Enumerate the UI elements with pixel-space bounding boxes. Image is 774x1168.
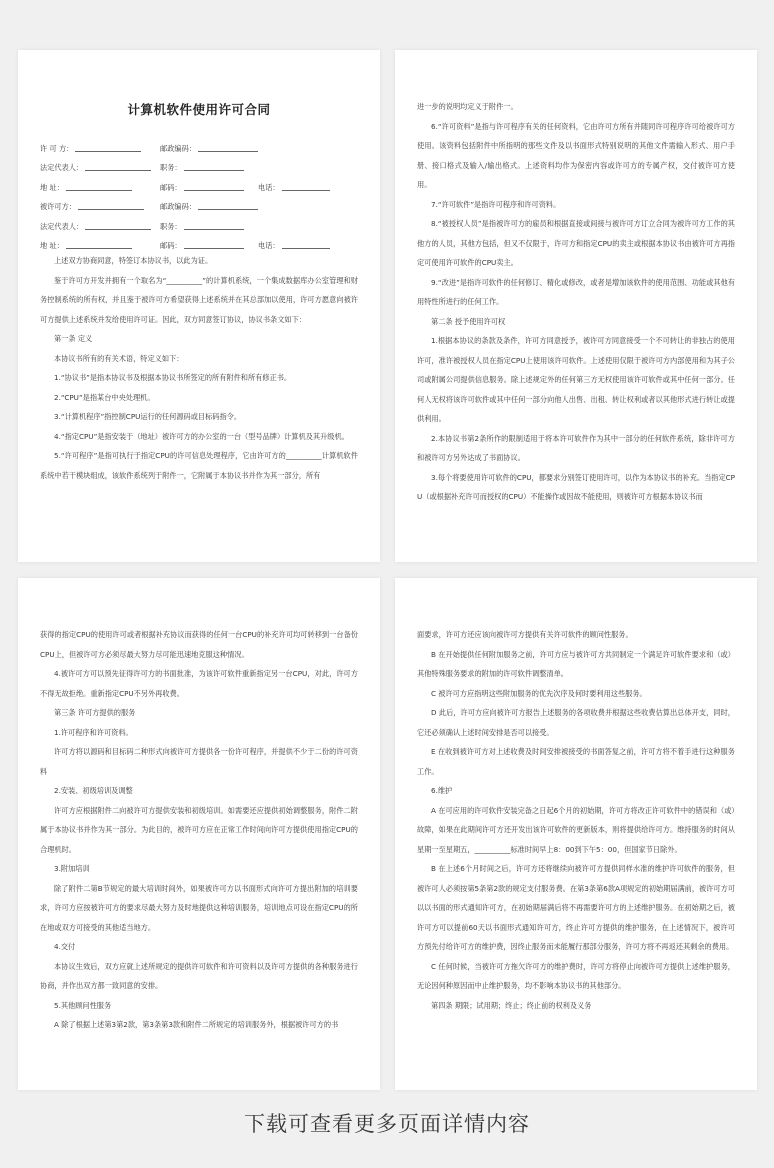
field-label: 许 可 方： <box>40 143 74 153</box>
field-label: 被许可方： <box>40 202 76 211</box>
fill-in-blank <box>78 208 144 210</box>
document-page-2 <box>395 50 757 562</box>
paragraph: 6.“许可资料”是指与许可程序有关的任何资料，它由许可方所有并随同许可程序许可给被许可方使用。该资料包括附件中所指明的那些文件及以书面形式特别说明的其他文件需输入形式、用户手册、接口格式及输入/输出格式。上述资料均作为保密内容或许可方的专属产权，交付被许可方使用。 <box>417 121 735 189</box>
party-info-row <box>40 212 358 232</box>
paragraph: 2.“CPU”是指某台中央处理机。 <box>54 392 155 402</box>
paragraph: 5.其他顾问性服务 <box>54 1000 112 1010</box>
field-label: 邮政编码： <box>160 202 196 211</box>
page-2-body <box>417 50 735 507</box>
paragraph: C 任何时候，当被许可方拖欠许可方的维护费时，许可方将停止向被许可方提供上述维护服务，无论因何种原因而中止维护服务，均不影响本协议书的其他部分。 <box>417 961 735 990</box>
paragraph: 本协议书所有的有关术语，特定义如下： <box>54 353 184 363</box>
field-label: 电话： <box>258 182 280 192</box>
paragraph: 许可方应根据附件二向被许可方提供安装和初级培训。如需要还应提供初始调整服务，附件二附属于本协议书并作为其一部分。为此目的，被许可方应在正常工作时间向许可方提供使用指定CPU的合理机时。 <box>40 805 358 854</box>
paragraph: 1.根据本协议的条款及条件，许可方同意授予，被许可方同意接受一个不可转让的非独占的使用许可，准许被授权人员在指定CPU上使用该许可软件。上述使用仅限于被许可方内部使用和为其子公司或附属公司提供信息服务。除上述规定外的任何第三方无权使用该许可软件或其中任何一部分。任何人无权将该许可软件或其中任何一部分向他人出售、出租、转让权利或者以其他形式进行转让或提供利用。 <box>417 336 735 423</box>
party-info-row <box>40 154 358 174</box>
paragraph: 3.附加培训 <box>54 864 90 873</box>
page-3-body <box>40 578 358 1035</box>
party-info-row <box>40 193 358 213</box>
fill-in-blank <box>66 247 132 249</box>
fill-in-blank <box>184 228 244 230</box>
paragraph: 获得的指定CPU的使用许可或者根据补充协议而获得的任何一台CPU的补充许可均可转移到一台备份CPU上，但被许可方必须尽最大努力尽可能迅速地克服这种情况。 <box>40 630 358 659</box>
field-label: 地 址： <box>40 182 64 192</box>
paragraph: 6.维护 <box>431 786 453 795</box>
paragraph: 进一步的说明均定义于附件一。 <box>417 102 518 111</box>
field-label: 地 址： <box>40 241 64 250</box>
page-1-body <box>40 251 358 485</box>
paragraph: 除了附件二第B节规定的最大培训时间外，如果被许可方以书面形式向许可方提出附加的培训要求，许可方应按被许可方的要求尽最大努力及时地提供这种培训服务，培训地点可设在指定CPU的所在地或双方可接受的其他适当地方。 <box>40 883 358 932</box>
party-info-row <box>40 232 358 252</box>
page-4-body <box>417 578 735 1015</box>
party-info-block <box>40 134 358 251</box>
contract-title: 计算机软件使用许可合同 <box>127 102 271 117</box>
fill-in-blank <box>85 228 151 230</box>
paragraph: 第一条 定义 <box>54 334 93 343</box>
paragraph: 3.每个将要使用许可软件的CPU，都要求分别签订使用许可，以作为本协议书的补充。当指定CPU（或根据补充许可而授权的CPU）不能操作或因故不能使用，则被许可方根据本协议书而 <box>417 472 735 501</box>
paragraph: 第二条 授予使用许可权 <box>431 316 506 326</box>
paragraph: 7.“许可软件”是指许可程序和许可资料。 <box>431 199 561 209</box>
document-page-4 <box>395 578 757 1090</box>
download-more-caption[interactable]: 下载可查看更多页面详情内容 <box>244 1112 530 1136</box>
fill-in-blank <box>66 189 132 191</box>
paragraph: 面要求，许可方还应该向被许可方提供有关许可软件的顾问性服务。 <box>417 630 633 639</box>
paragraph: 鉴于许可方开发并拥有一个取名为“__________”的计算机系统，一个集成数据库办公室管理和财务控制系统的所有权，并且鉴于被许可方希望获得上述系统并在其总部加以使用，许可方愿意向被许可方提供上述系统并发给使用许可证。因此，双方同意签订协议，协议书条文如下： <box>40 275 358 324</box>
paragraph: 9.“改进”是指许可软件的任何修订、精化或修改，或者是增加该软件的使用范围、功能或其他有用特性所进行的任何工作。 <box>417 277 735 306</box>
field-label: 法定代表人： <box>40 163 84 172</box>
fill-in-blank <box>184 189 244 191</box>
paragraph: B 在开始提供任何附加服务之前，许可方应与被许可方共同制定一个满足许可软件要求和（或）其他特殊服务要求的附加的许可软件调整清单。 <box>417 649 735 678</box>
fill-in-blank <box>198 150 258 152</box>
paragraph: 上述双方协商同意，特签订本协议书，以此为证。 <box>54 256 213 265</box>
paragraph: 4.“指定CPU”是指安装于（地址）被许可方的办公室的一台（型号品牌）计算机及其升级机。 <box>54 431 349 441</box>
paragraph: 第四条 期限；试用期；终止；终止前的权利及义务 <box>431 1000 592 1010</box>
paragraph: B 在上述6个月时间之后，许可方还将继续向被许可方提供同样水准的维护许可软件的服务，但被许可人必须按第5条第2款的规定支付服务费。在第3条第6款A项规定的初始期届满前，被许可方可以以书面的形式通知许可方，在初始期届满后将不再需要许可方的上述维护服务。在初始期之后，被许可方可以提前60天以书面形式通知许可方，终止许可方提供的维护服务，在上述情况下，被许可方预先付给许可方的维护费，因终止服务而未能履行那部分服务，许可方将不再返还其剩余的费用。 <box>417 864 735 951</box>
paragraph: A 在可应用的许可软件安装完备之日起6个月的初始期，许可方将改正许可软件中的错误和（或）故障，如果在此期间许可方还开发出该许可软件的更新版本，则将提供给许可方。维持服务的时间从星期一至星期五，__________标准时间早上8：00到下午5：00，但国家节日除外。 <box>417 805 735 854</box>
paragraph: D 此后，许可方应向被许可方报告上述服务的各项收费并根据这些收费估算出总体开支，同时，它还必须确认上述时间安排是否可以接受。 <box>417 708 735 737</box>
field-label: 职务： <box>160 221 182 231</box>
paragraph: 本协议生效后，双方应就上述所规定的提供许可软件和许可资料以及许可方提供的各种服务进行协商，并作出双方都一致同意的安排。 <box>40 961 358 990</box>
field-label: 法定代表人： <box>40 221 84 231</box>
paragraph: 1.许可程序和许可资料。 <box>54 727 133 737</box>
fill-in-blank <box>184 247 244 249</box>
fill-in-blank <box>282 247 330 249</box>
paragraph: 2.安装、初级培训及调整 <box>54 786 133 795</box>
paragraph: E 在收到被许可方对上述收费及时间安排被接受的书面答复之前，许可方将不着手进行这种服务工作。 <box>417 747 735 776</box>
party-info-row <box>40 134 358 154</box>
party-info-row <box>40 173 358 193</box>
field-label: 职务： <box>160 163 182 172</box>
paragraph: 4.被许可方可以预先征得许可方的书面批准，为该许可软件重新指定另一台CPU，对此，许可方不得无故拒绝。重新指定CPU不另外再收费。 <box>40 669 358 698</box>
document-page-1 <box>18 50 380 562</box>
paragraph: 2.本协议书第2条所作的限制适用于将本许可软件作为其中一部分的任何软件系统，除非许可方和被许可方另外达成了书面协议。 <box>417 433 735 462</box>
paragraph: 5.“许可程序”是指可执行于指定CPU的许可信息处理程序，它由许可方的__________计算机软件系统中若干模块组成，该软件系统列于附件一，它附属于本协议书并作为其一部分，所有 <box>40 451 358 480</box>
field-label: 邮码： <box>160 241 182 250</box>
field-label: 邮政编码： <box>160 143 196 153</box>
field-label: 邮码： <box>160 182 182 192</box>
paragraph: 3.“计算机程序”指控制CPU运行的任何源码或目标码指令。 <box>54 412 242 421</box>
paragraph: 1.“协议书”是指本协议书及根据本协议书所签定的所有附件和所有修正书。 <box>54 373 292 382</box>
paragraph: 许可方将以源码和目标码二种形式向被许可方提供各一份许可程序，并提供不少于二份的许可资料 <box>40 747 358 776</box>
fill-in-blank <box>75 150 141 152</box>
fill-in-blank <box>85 169 151 171</box>
paragraph: 4.交付 <box>54 942 76 951</box>
paragraph: C 被许可方应指明这些附加服务的优先次序及何时要利用这些服务。 <box>431 688 647 698</box>
paragraph: 8.“被授权人员”是指被许可方的雇员和根据直接或间接与被许可方订立合同为被许可方工作的其他方的人员，其他方包括，但又不仅限于，许可方和指定CPU的卖主或根据本协议书由被许可方再指定可使用许可软件的CPU卖主。 <box>417 219 735 267</box>
fill-in-blank <box>198 208 258 210</box>
document-page-3 <box>18 578 380 1090</box>
field-label: 电话： <box>258 241 280 250</box>
fill-in-blank <box>282 189 330 191</box>
fill-in-blank <box>184 169 244 171</box>
paragraph: 第三条 许可方提供的服务 <box>54 708 136 717</box>
paragraph: A 除了根据上述第3第2款，第3条第3款和附件二所规定的培训服务外，根据被许可方的书 <box>54 1020 339 1029</box>
